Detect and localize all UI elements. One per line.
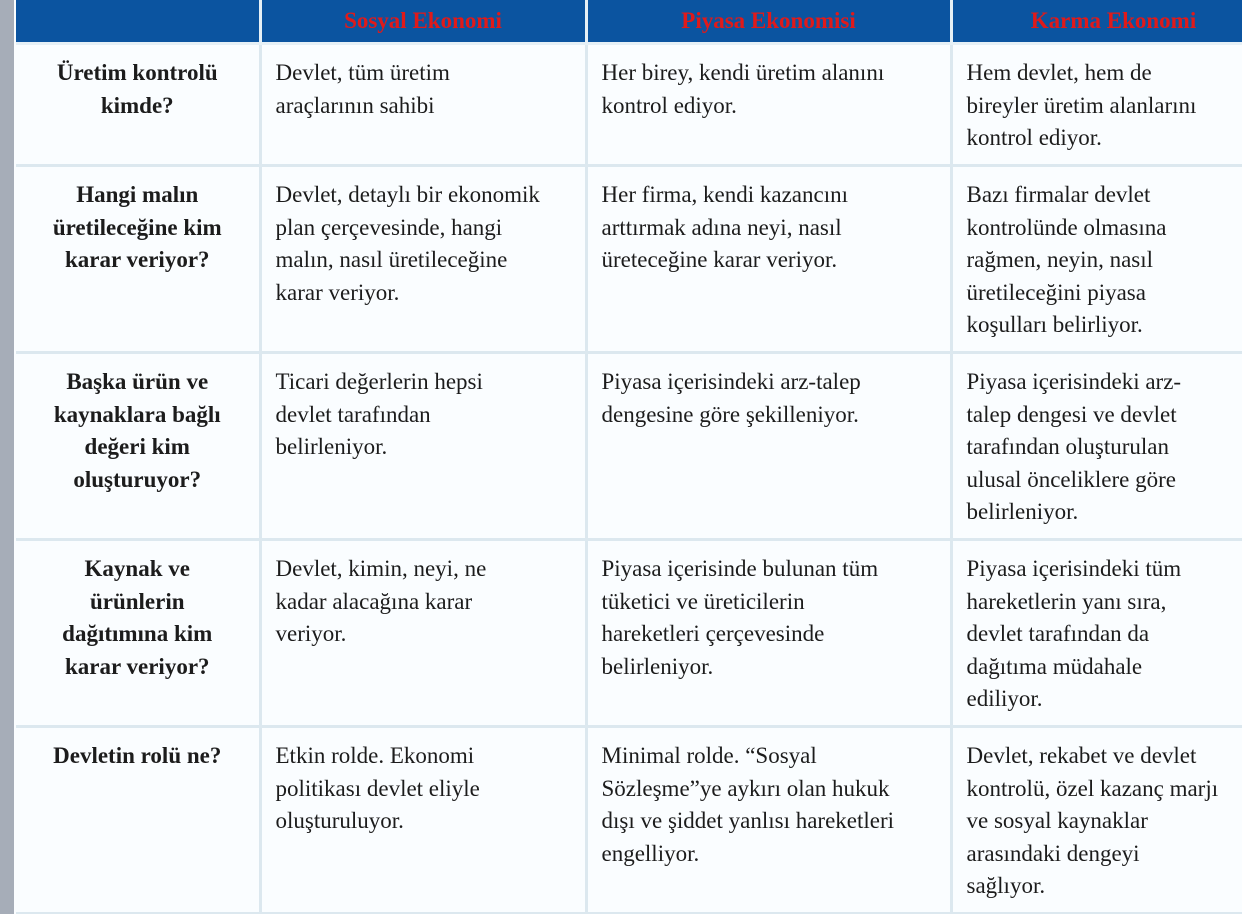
- cell-sosyal-ekonomi: [260, 166, 586, 353]
- header-piyasa-ekonomisi: Piyasa Ekonomisi: [586, 0, 951, 44]
- cell-text-line: dışı ve şiddet yanlısı hareketleri: [601, 808, 895, 833]
- row-question-cell: [16, 540, 260, 727]
- cell-sosyal-ekonomi: [260, 727, 586, 914]
- cell-text-line: ve sosyal kaynaklar: [966, 808, 1148, 833]
- question-line: Devletin rolü ne?: [53, 743, 222, 768]
- cell-karma-ekonomi: [951, 44, 1242, 166]
- cell-text-line: Devlet, kimin, neyi, ne: [275, 556, 487, 581]
- question-line: kimde?: [100, 92, 174, 118]
- question-line: Başka ürün ve: [66, 369, 209, 394]
- cell-piyasa-ekonomisi: [586, 44, 951, 166]
- cell-text-line: talep dengesi ve devlet: [966, 401, 1177, 427]
- cell-text-line: koşulları belirliyor.: [966, 312, 1143, 337]
- table-header-row: [16, 0, 1242, 44]
- table-row: [16, 727, 1242, 914]
- row-question-cell: [16, 44, 260, 166]
- question-line: karar veriyor?: [64, 247, 210, 272]
- cell-text-line: engelliyor.: [601, 840, 700, 866]
- cell-text-line: belirleniyor.: [601, 653, 714, 679]
- cell-piyasa-ekonomisi: [586, 727, 951, 914]
- header-corner-cell: [16, 0, 260, 44]
- cell-sosyal-ekonomi: [260, 353, 586, 540]
- cell-text-line: kontrolü, özel kazanç marjı: [966, 775, 1219, 801]
- cell-text-line: tarafından oluşturulan: [966, 434, 1169, 459]
- cell-text-line: dengesine göre şekilleniyor.: [601, 401, 859, 427]
- question-line: Hangi malın: [76, 182, 199, 207]
- cell-text-line: karar veriyor.: [275, 279, 400, 305]
- cell-text-line: veriyor.: [275, 621, 347, 646]
- cell-text-line: oluşturuluyor.: [275, 808, 404, 833]
- cell-text-line: tüketici ve üreticilerin: [601, 588, 805, 614]
- header-karma-ekonomi: Karma Ekonomi: [951, 0, 1242, 44]
- cell-text-line: sağlıyor.: [966, 873, 1046, 898]
- cell-text-line: Hem devlet, hem de: [966, 60, 1152, 85]
- question-line: üretileceğine kim: [52, 214, 222, 240]
- cell-text-line: devlet tarafından: [275, 401, 431, 427]
- cell-text-line: Minimal rolde. “Sosyal: [601, 743, 817, 768]
- question-line: kaynaklara bağlı: [53, 401, 221, 427]
- cell-text-line: rağmen, neyin, nasıl: [966, 247, 1154, 272]
- cell-text-line: Devlet, rekabet ve devlet: [966, 743, 1197, 768]
- table-row: [16, 44, 1242, 166]
- cell-text-line: malın, nasıl üretileceğine: [275, 247, 508, 272]
- cell-text-line: plan çerçevesinde, hangi: [275, 214, 503, 240]
- cell-text-line: dağıtıma müdahale: [966, 653, 1143, 679]
- header-sosyal-ekonomi: Sosyal Ekonomi: [260, 0, 586, 44]
- table-row: [16, 540, 1242, 727]
- cell-text-line: bireyler üretim alanlarını: [966, 92, 1197, 118]
- cell-text-line: Piyasa içerisinde bulunan tüm: [601, 556, 879, 581]
- question-line: Üretim kontrolü: [56, 60, 218, 85]
- cell-text-line: üretileceğini piyasa: [966, 279, 1146, 305]
- table-row: [16, 353, 1242, 540]
- cell-text-line: Piyasa içerisindeki arz-: [966, 369, 1182, 394]
- cell-text-line: Piyasa içerisindeki tüm: [966, 556, 1182, 581]
- comparison-table-frame: [14, 0, 1242, 914]
- question-line: ürünlerin: [89, 588, 185, 614]
- question-line: dağıtımına kim: [62, 621, 213, 646]
- cell-piyasa-ekonomisi: [586, 166, 951, 353]
- cell-text-line: devlet tarafından da: [966, 621, 1150, 646]
- cell-text-line: belirleniyor.: [966, 499, 1079, 524]
- cell-text-line: politikası devlet eliyle: [275, 775, 480, 801]
- cell-text-line: Piyasa içerisindeki arz-talep: [601, 369, 861, 394]
- cell-karma-ekonomi: [951, 540, 1242, 727]
- cell-text-line: araçlarının sahibi: [275, 92, 435, 118]
- cell-text-line: kontrol ediyor.: [966, 125, 1102, 150]
- cell-text-line: Her birey, kendi üretim alanını: [601, 60, 885, 85]
- cell-sosyal-ekonomi: [260, 540, 586, 727]
- cell-text-line: hareketleri çerçevesinde: [601, 621, 825, 646]
- cell-text-line: Bazı firmalar devlet: [966, 182, 1151, 207]
- question-line: Kaynak ve: [84, 556, 190, 581]
- cell-text-line: Her firma, kendi kazancını: [601, 182, 848, 207]
- cell-text-line: arttırmak adına neyi, nasıl: [601, 214, 842, 240]
- row-question-cell: [16, 353, 260, 540]
- cell-text-line: arasındaki dengeyi: [966, 840, 1140, 866]
- cell-text-line: belirleniyor.: [275, 434, 388, 459]
- cell-text-line: ediliyor.: [966, 686, 1043, 711]
- cell-text-line: Etkin rolde. Ekonomi: [275, 743, 475, 768]
- question-line: oluşturuyor?: [73, 466, 202, 492]
- cell-karma-ekonomi: [951, 353, 1242, 540]
- row-question-cell: [16, 166, 260, 353]
- cell-text-line: Ticari değerlerin hepsi: [275, 369, 483, 394]
- cell-karma-ekonomi: [951, 166, 1242, 353]
- question-line: karar veriyor?: [64, 653, 210, 679]
- cell-text-line: ulusal önceliklere göre: [966, 466, 1176, 492]
- table-row: [16, 166, 1242, 353]
- cell-text-line: kadar alacağına karar: [275, 588, 473, 614]
- cell-piyasa-ekonomisi: [586, 353, 951, 540]
- cell-text-line: Sözleşme”ye aykırı olan hukuk: [601, 775, 890, 801]
- cell-text-line: kontrol ediyor.: [601, 92, 737, 118]
- row-question-cell: [16, 727, 260, 914]
- cell-karma-ekonomi: [951, 727, 1242, 914]
- cell-text-line: üreteceğine karar veriyor.: [601, 247, 838, 272]
- cell-text-line: kontrolünde olmasına: [966, 214, 1167, 240]
- cell-text-line: Devlet, tüm üretim: [275, 60, 450, 85]
- cell-piyasa-ekonomisi: [586, 540, 951, 727]
- cell-text-line: Devlet, detaylı bir ekonomik: [275, 182, 540, 207]
- question-line: değeri kim: [84, 434, 190, 459]
- cell-sosyal-ekonomi: [260, 44, 586, 166]
- economy-comparison-table: [16, 0, 1242, 914]
- cell-text-line: hareketlerin yanı sıra,: [966, 588, 1167, 614]
